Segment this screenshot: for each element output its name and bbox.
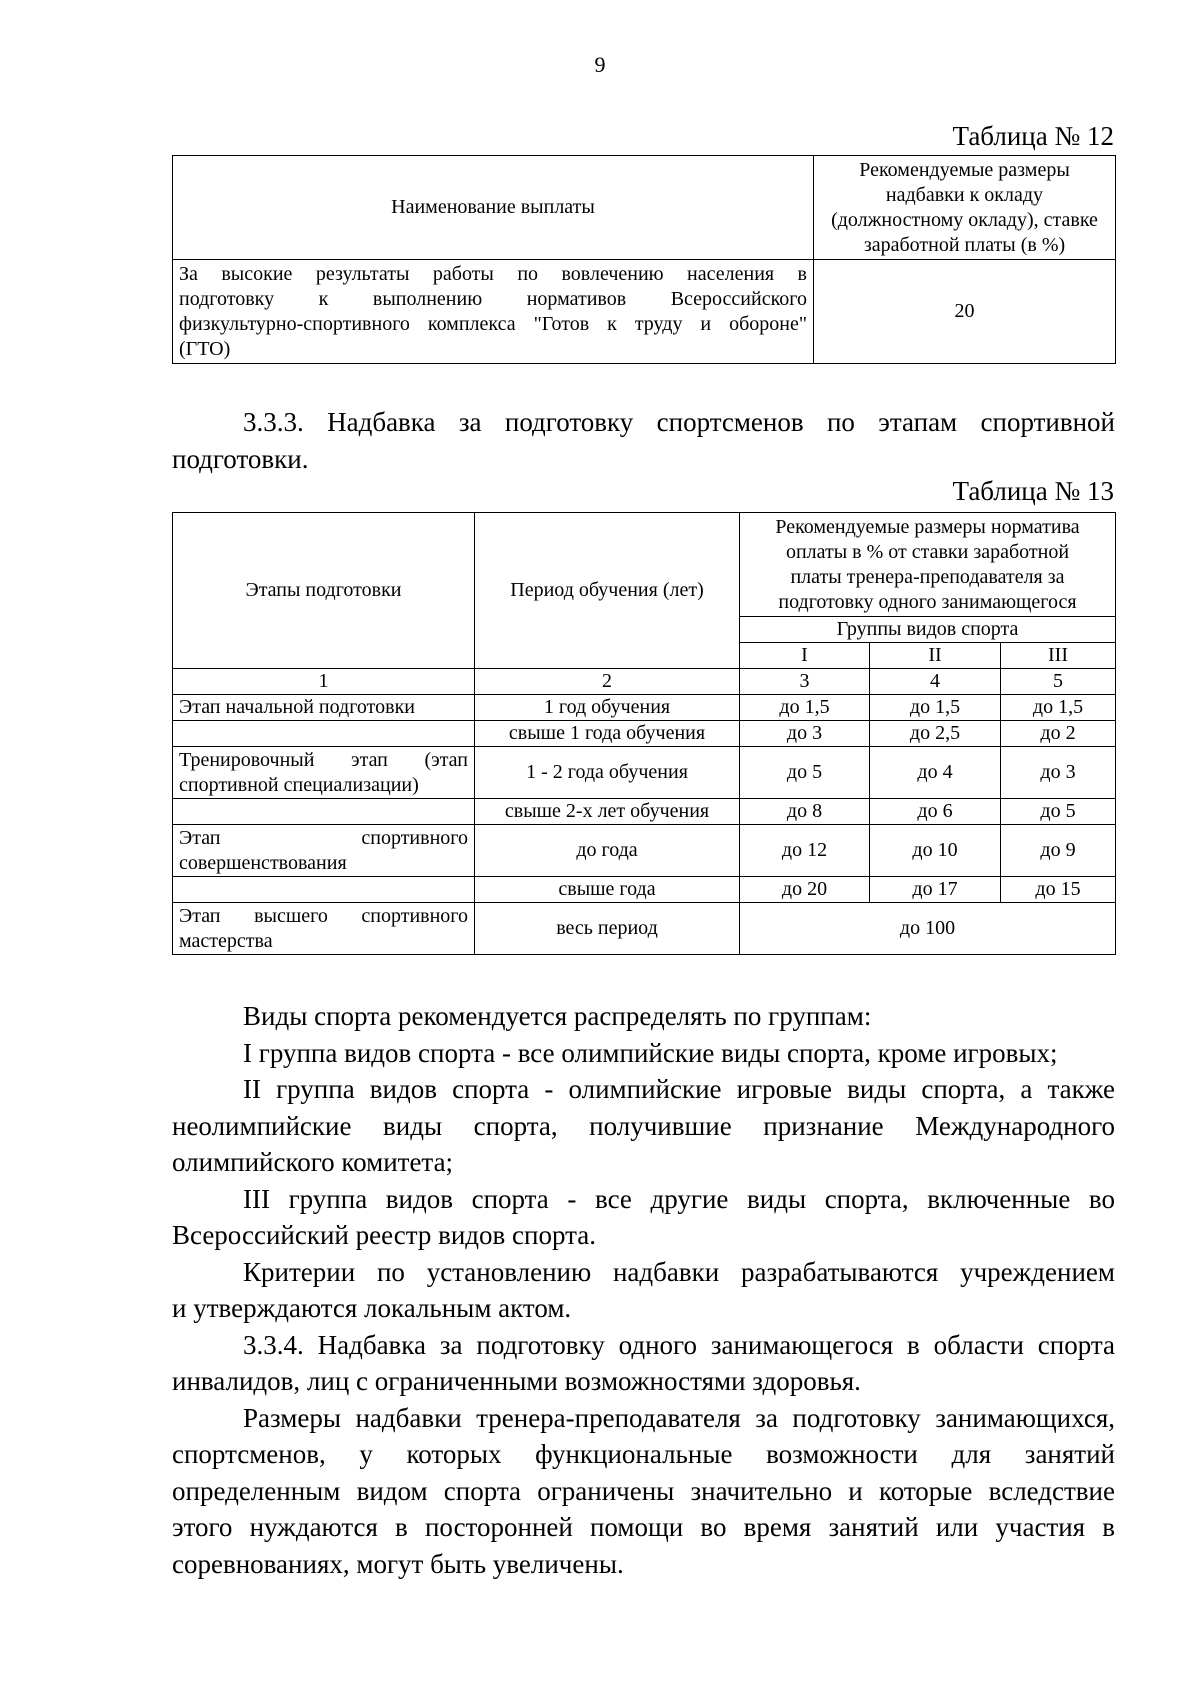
table-12-caption: Таблица № 12 bbox=[952, 121, 1114, 151]
table-row bbox=[173, 799, 1116, 825]
group-3-value: до 9 bbox=[1001, 825, 1116, 877]
stage-cell bbox=[173, 721, 475, 747]
section-3-3-4-heading: 3.3.4. Надбавка за подготовку одного занимающегося в области спорта инвалидов, лиц с ограниченными возможностями здоровья. bbox=[172, 1329, 1115, 1396]
period-cell: свыше 2-х лет обучения bbox=[475, 799, 740, 825]
group-3-value: до 5 bbox=[1001, 799, 1116, 825]
group-1-value: до 3 bbox=[740, 721, 870, 747]
group-3-value: до 15 bbox=[1001, 877, 1116, 903]
group-2-value: до 4 bbox=[870, 747, 1001, 799]
group-1-value: до 8 bbox=[740, 799, 870, 825]
table-12-payment-name: За высокие результаты работы по вовлечению населения в подготовку к выполнению нормативов Всероссийского физкультурно-спортивного комплекса "Готов к труду и обороне" (ГТО) bbox=[173, 260, 814, 364]
period-cell: 1 - 2 года обучения bbox=[475, 747, 740, 799]
table-row bbox=[173, 695, 1116, 721]
table-13-group-1: I bbox=[740, 643, 870, 669]
group-2-value: до 10 bbox=[870, 825, 1001, 877]
stage-cell bbox=[173, 799, 475, 825]
table-12-payment-value: 20 bbox=[814, 260, 1116, 364]
group-2-value: до 2,5 bbox=[870, 721, 1001, 747]
section-3-3-3-heading: 3.3.3. Надбавка за подготовку спортсменов по этапам спортивной подготовки. bbox=[172, 407, 1115, 474]
all-groups-value: до 100 bbox=[740, 903, 1116, 955]
stage-cell: Тренировочный этап (этап спортивной специализации) bbox=[173, 747, 475, 799]
table-12 bbox=[172, 155, 1116, 364]
group-2-value: до 6 bbox=[870, 799, 1001, 825]
column-number: 1 bbox=[173, 669, 475, 695]
table-13-caption: Таблица № 13 bbox=[952, 476, 1114, 506]
column-number: 2 bbox=[475, 669, 740, 695]
table-13-header-stages: Этапы подготовки bbox=[173, 513, 475, 669]
stage-cell: Этап начальной подготовки bbox=[173, 695, 475, 721]
period-cell: до года bbox=[475, 825, 740, 877]
paragraph-group-1: I группа видов спорта - все олимпийские виды спорта, кроме игровых; bbox=[243, 1037, 1058, 1068]
table-13 bbox=[172, 512, 1116, 955]
group-1-value: до 1,5 bbox=[740, 695, 870, 721]
paragraph-group-3: III группа видов спорта - все другие виды спорта, включенные во Всероссийский реестр видов спорта. bbox=[172, 1183, 1115, 1250]
column-number: 4 bbox=[870, 669, 1001, 695]
table-row bbox=[173, 903, 1116, 955]
table-row bbox=[173, 825, 1116, 877]
table-13-number-row bbox=[173, 669, 1116, 695]
paragraph-criteria: Критерии по установлению надбавки разрабатываются учреждением и утверждаются локальным актом. bbox=[172, 1256, 1115, 1323]
table-13-header-period: Период обучения (лет) bbox=[475, 513, 740, 669]
table-row bbox=[173, 260, 1116, 364]
table-12-header-name: Наименование выплаты bbox=[173, 156, 814, 260]
group-1-value: до 5 bbox=[740, 747, 870, 799]
stage-cell bbox=[173, 877, 475, 903]
table-row bbox=[173, 721, 1116, 747]
column-number: 5 bbox=[1001, 669, 1116, 695]
group-3-value: до 1,5 bbox=[1001, 695, 1116, 721]
stage-cell: Этап высшего спортивного мастерства bbox=[173, 903, 475, 955]
table-13-header-norm: Рекомендуемые размеры норматива оплаты в % от ставки заработной платы тренера-преподавателя за подготовку одного занимающегося bbox=[740, 513, 1116, 617]
group-1-value: до 12 bbox=[740, 825, 870, 877]
group-2-value: до 1,5 bbox=[870, 695, 1001, 721]
group-2-value: до 17 bbox=[870, 877, 1001, 903]
table-13-group-2: II bbox=[870, 643, 1001, 669]
paragraph-group-2: II группа видов спорта - олимпийские игровые виды спорта, а также неолимпийские виды спорта, получившие признание Международного олимпийского комитета; bbox=[172, 1074, 1115, 1177]
table-row bbox=[173, 877, 1116, 903]
paragraph-groups-intro: Виды спорта рекомендуется распределять по группам: bbox=[243, 1001, 872, 1031]
period-cell: свыше 1 года обучения bbox=[475, 721, 740, 747]
table-12-header-row bbox=[173, 156, 1116, 260]
paragraph-allowance-sizes: Размеры надбавки тренера-преподавателя за подготовку занимающихся, спортсменов, у которых функциональные возможности для занятий определенным видом спорта ограничены значительно и которые вследствие этого нуждаются в посторонней помощи во время занятий или участия в соревнованиях, могут быть увеличены. bbox=[172, 1402, 1115, 1579]
table-row bbox=[173, 747, 1116, 799]
page-number: 9 bbox=[594, 52, 606, 77]
table-13-header-row bbox=[173, 513, 1116, 617]
table-12-header-size: Рекомендуемые размеры надбавки к окладу (должностному окладу), ставке заработной платы (в %) bbox=[814, 156, 1116, 260]
period-cell: свыше года bbox=[475, 877, 740, 903]
group-3-value: до 3 bbox=[1001, 747, 1116, 799]
column-number: 3 bbox=[740, 669, 870, 695]
group-1-value: до 20 bbox=[740, 877, 870, 903]
stage-cell: Этап спортивного совершенствования bbox=[173, 825, 475, 877]
table-13-header-groups: Группы видов спорта bbox=[740, 617, 1116, 643]
period-cell: 1 год обучения bbox=[475, 695, 740, 721]
group-3-value: до 2 bbox=[1001, 721, 1116, 747]
table-13-group-3: III bbox=[1001, 643, 1116, 669]
period-cell: весь период bbox=[475, 903, 740, 955]
